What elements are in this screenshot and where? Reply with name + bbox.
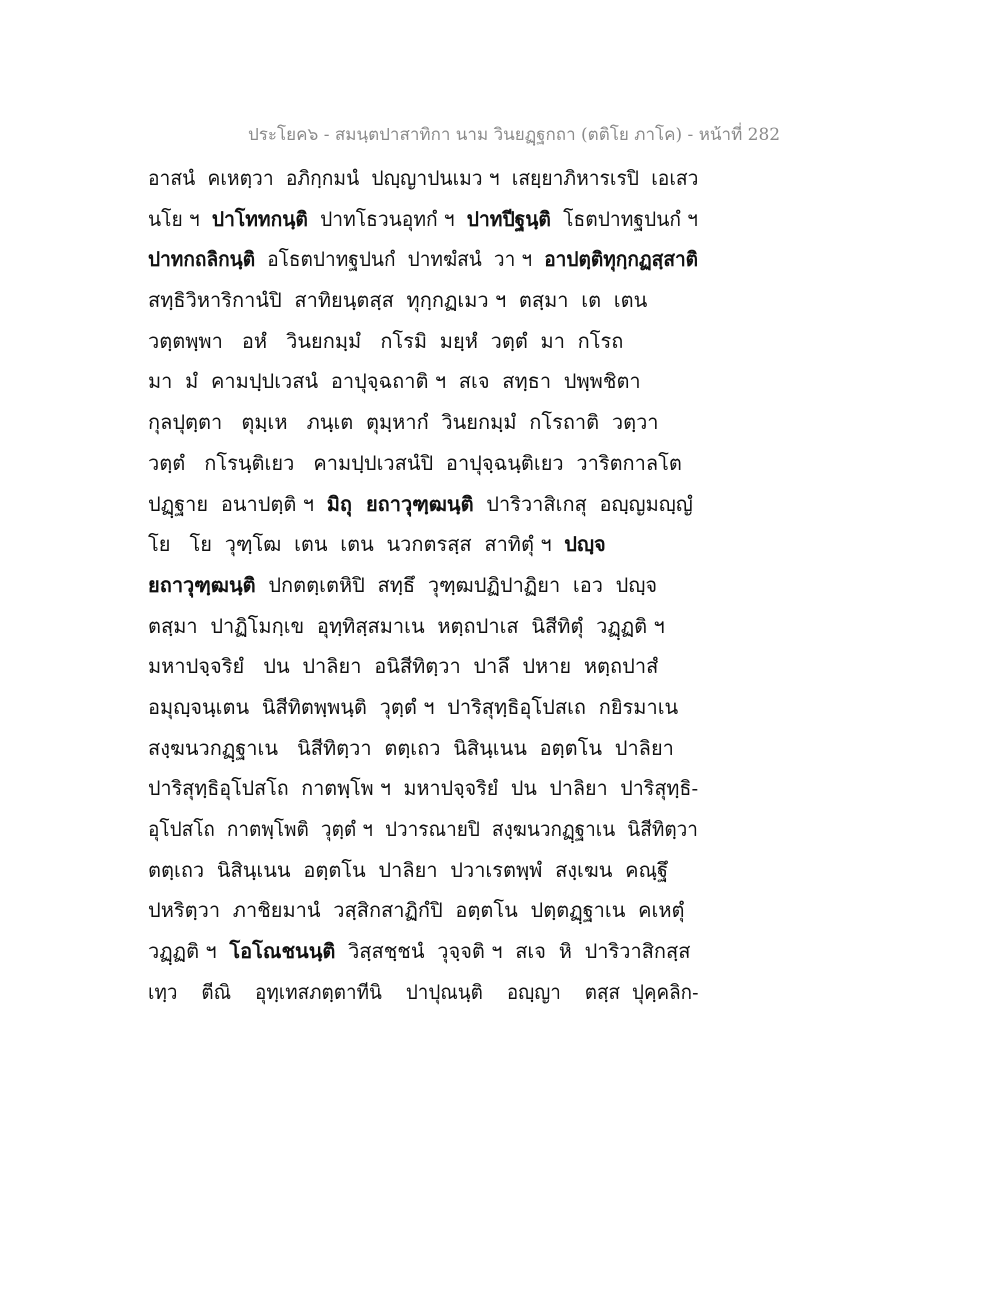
bold-term: โอโณชนนฺติ (229, 939, 336, 964)
text-line (148, 361, 748, 402)
text-line (148, 687, 748, 728)
text-line (148, 606, 748, 647)
text-segment: โธตปาทฐปนกํ ฯ (550, 206, 698, 231)
text-segment: ปาริสุทฺธิอุโปสโถ กาตพฺโพ ฯ มหาปจฺจริยํ ปน ปาลิยา ปาริสุทฺธิ- (148, 776, 699, 801)
text-line (148, 484, 748, 525)
text-line (148, 443, 748, 484)
text-segment: โย โย วุฑฺโฒ เตน เตน นวกตรสฺส สาทิตุํ ฯ (148, 532, 565, 557)
text-line (148, 728, 748, 769)
text-line (148, 239, 720, 280)
bold-term: ยถาวุฑฺฒนฺติ (148, 572, 256, 597)
running-header: ประโยค๖ - สมนฺตปาสาทิกา นาม วินยฏฺฐกถา (ตติโย ภาโค) - หน้าที่ 282 (248, 125, 781, 145)
text-segment: วตฺตพฺพา อหํ วินยกมฺมํ กโรมิ มยฺหํ วตฺตํ มา กโรถ (148, 328, 624, 353)
text-segment: นโย ฯ (148, 206, 212, 231)
text-segment: วฏฺฏติ ฯ (148, 939, 230, 964)
text-line (148, 280, 748, 321)
text-segment: ตสฺมา ปาฏิโมกฺเข อุทฺทิสฺสมาเน หตฺถปาเส นิสีทิตุํ วฏฺฏติ ฯ (148, 613, 665, 638)
text-segment: มหาปจฺจริยํ ปน ปาลิยา อนิสีทิตฺวา ปาลึ ปหาย หตฺถปาสํ (148, 654, 659, 679)
text-segment: ปฏฺฐาย อนาปตฺติ ฯ (148, 491, 327, 516)
text-line (148, 199, 725, 240)
text-segment: อาสนํ คเหตฺวา อภิกฺกมนํ ปญฺญาปนเมว ฯ เสยฺยาภิหารเรปิ เอเสว (148, 166, 699, 190)
text-line (148, 565, 748, 606)
text-segment: ปกตตฺเตหิปิ สทฺธึ วุฑฺฒปฏิปาฏิยา เอว ปญฺจ (255, 572, 658, 597)
text-segment: ปหริตฺวา ภาชิยมานํ วสฺสิกสาฏิกํปิ อตฺตโน ปตฺตฏฺฐาเน คเหตุํ (148, 898, 685, 923)
text-line (148, 321, 748, 362)
text-segment: สงฺฆนวกฏฺฐาเน นิสีทิตฺวา ตตฺเถว นิสินฺเนน อตฺตโน ปาลิยา (148, 735, 674, 760)
bold-term: ปญฺจ (564, 532, 606, 557)
text-line (148, 809, 717, 850)
bold-term: อาปตฺติทุกฺกฏสฺสาติ (544, 247, 699, 272)
text-segment: กุลปุตฺตา ตุมฺเห ภนฺเต ตุมฺหากํ วินยกมฺมํ กโรถาติ วตฺวา (148, 410, 659, 435)
text-segment: ตตฺเถว นิสินฺเนน อตฺตโน ปาลิยา ปวาเรตพฺพํ สงฺเฆน คณฺฐึ (148, 857, 669, 882)
text-line (148, 402, 748, 443)
text-segment: อโธตปาทฐปนกํ ปาทฆํสนํ วา ฯ (255, 247, 545, 272)
text-segment: ปาทโธวนอุทกํ ฯ (307, 206, 467, 231)
text-line (148, 850, 748, 891)
bold-term: ปาทปีฐนฺติ (466, 206, 551, 231)
text-line (148, 768, 739, 809)
bold-term: ปาโททกนฺติ (211, 206, 308, 231)
text-segment: อมุญฺจนฺเตน นิสีทิตพฺพนฺติ วุตฺตํ ฯ ปาริสุทฺธิอุโปสเถ กยิรมาเน (148, 694, 679, 719)
bold-term: ปาทกถลิกนฺติ (148, 247, 256, 272)
text-segment: สทฺธิวิหาริกานํปิ สาทิยนฺตสฺส ทุกฺกฏเมว ฯ ตสฺมา เต เตน (148, 288, 648, 313)
text-line (148, 890, 748, 931)
text-line (148, 972, 713, 1013)
text-line (148, 646, 748, 687)
body-text (148, 158, 748, 1012)
text-line (148, 931, 748, 972)
text-segment: อุโปสโถ กาตพฺโพติ วุตฺตํ ฯ ปวารณายปิ สงฺฆนวกฏฺฐาเน นิสีทิตฺวา (148, 817, 698, 841)
text-segment: วตฺตํ กโรนฺติเยว คามปฺปเวสนํปิ อาปุจฺฉนฺติเยว วาริตกาลโต (148, 450, 682, 475)
text-segment: ปาริวาสิเกสุ อญฺญมญฺญํ (473, 491, 693, 516)
text-line (148, 158, 725, 199)
bold-term: มิถุ ยถาวุฑฺฒนฺติ (326, 491, 474, 516)
text-segment: เทฺว ตีณิ อุทฺเทสภตฺตาทีนิ ปาปุณนฺติ อญฺญา ตสฺส ปุคฺคลิก- (148, 979, 699, 1004)
text-segment: มา มํ คามปฺปเวสนํ อาปุจฺฉถาติ ฯ สเจ สทฺธา ปพฺพชิตา (148, 369, 641, 394)
text-line (148, 524, 748, 565)
text-segment: วิสฺสชฺชนํ วุจฺจติ ฯ สเจ หิ ปาริวาสิกสฺส (335, 939, 691, 964)
